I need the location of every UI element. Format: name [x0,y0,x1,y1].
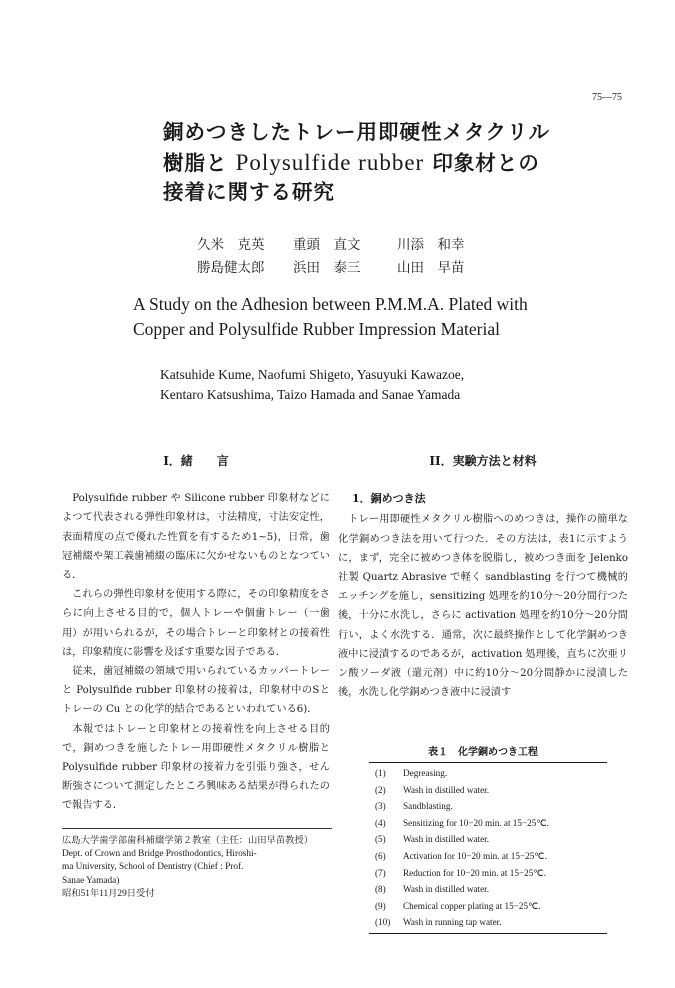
author-jp: 浜田 泰三 [293,260,361,276]
author-jp: 川添 和幸 [397,237,465,253]
table-row [369,914,607,931]
japanese-title-line-2 [163,148,603,179]
step-number: (1) [375,768,386,778]
author-jp: 勝島健太郎 [197,260,265,276]
paragraph: 従来，歯冠補綴の領域で用いられているカッパートレーと Polysulfide rubber 印象材の接着は，印象材中のSとトレーの Cu との化学的結合であるといわれている6)． [62,666,330,716]
paragraph: これらの弾性印象材を使用する際に，その印象精度をさらに向上させる目的で，個人トレーや個歯トレー（一歯用）が用いられるが，その場合トレーと印象材との接着性は，印象精度に影響を及ぼす重要な因子である． [62,589,330,658]
table-row [369,815,607,832]
step-number: (10) [375,917,391,928]
footnote-line: Sanae Yamada) [62,875,120,886]
step-text: Sensitizing for 10−20 min. at 15−25℃. [403,817,549,828]
table-row [369,848,607,865]
english-title-line-1: A Study on the Adhesion between P.M.M.A. Plated with [133,294,528,314]
section-heading-methods: II．実験方法と材料 [429,454,537,468]
footnote-line: 昭和51年11月29日受付 [62,888,155,899]
paragraph: 本報ではトレーと印象材との接着性を向上させる目的で，銅めつきを施したトレー用即硬性メタクリル樹脂と Polysulfide rubber 印象材の接着力を引張り強さ，せん断強さについて測定したところ興味ある結果が得られたので報告する． [62,723,330,812]
author-jp: 重頭 直文 [293,237,361,253]
japanese-authors-row-1 [197,234,497,257]
footnote-line: ma University, School of Dentistry (Chief : Prof. [62,862,244,873]
japanese-title [163,118,603,208]
english-authors-line-1: Katsuhide Kume, Naofumi Shigeto, Yasuyuki Kawazoe, [160,367,465,382]
author-jp: 山田 早苗 [397,260,465,276]
japanese-title-line-1: 銅めつきしたトレー用即硬性メタクリル [163,120,550,144]
step-number: (5) [375,834,386,845]
paragraph: トレー用即硬性メタクリル樹脂へのめつきは，操作の簡単な化学銅めつき法を用いて行つた．その方法は，表1に示すように，まず，完全に被めつき体を脱脂し，被めつき面を Jelenko 社製 Quartz Abrasive で軽く sandblasting を行つて機械的エッチングを施し，sensitizing 処理を約10分～20分間行つた後，十分に水洗し，さらに activation 処理を約10分～20分間行い，よく水洗する．通常，次に最終操作として化学銅めつき液中に浸漬するのであるが，activation 処理後，直ちに次亜リン酸ソーダ液（還元剤）中に約10分～20分間静かに浸漬した後，水洗し化学銅めつき液中に浸漬す [338,514,628,699]
japanese-title-line-2-post: 印象材との [424,150,540,175]
step-text: Activation for 10−20 min. at 15−25℃. [403,850,547,861]
japanese-title-line-2-pre: 樹脂と [163,150,236,175]
english-authors [160,365,540,405]
table-row [369,798,607,815]
english-authors-line-2: Kentaro Katsushima, Taizo Hamada and Sanae Yamada [160,387,461,402]
table-row [369,782,607,799]
japanese-title-line-3: 接着に関する研究 [163,180,335,204]
paragraph: Polysulfide rubber や Silicone rubber 印象材などによつて代表される弾性印象材は，寸法精度，寸法安定性，表面精度の点で優れた性質を有するため1~5)，日常，歯冠補綴や架工義歯補綴の臨床に欠かせないものとなつている． [62,493,330,582]
step-number: (6) [375,850,386,861]
left-column [62,452,330,816]
english-title-line-2: Copper and Polysulfide Rubber Impression Material [133,319,500,339]
step-number: (8) [375,884,386,895]
table-row [369,898,607,915]
step-number: (9) [375,900,386,911]
step-text: Wash in running tap water. [403,917,502,928]
table-caption: 表１ 化学銅めつき工程 [428,747,538,758]
affiliation-footnote [62,828,332,901]
plating-steps-table [369,762,607,934]
step-text: Wash in distilled water. [403,884,490,895]
table-row [369,831,607,848]
footnote-line: 広島大学歯学部歯科補綴学第２教室（主任：山田早苗教授） [62,836,314,846]
section-heading-introduction: I．緒 言 [163,454,229,468]
japanese-title-latin: Polysulfide rubber [235,149,425,175]
page-number: 75—75 [592,92,622,103]
japanese-authors-row-2 [197,257,497,280]
author-jp: 久米 克英 [197,237,265,253]
step-text: Reduction for 10−20 min. at 15−25℃. [403,867,546,878]
step-number: (4) [375,817,386,828]
table-row [369,765,607,782]
step-text: Wash in distilled water. [403,784,490,795]
table-row [369,865,607,882]
table-row [369,881,607,898]
step-text: Degreasing. [403,768,448,778]
step-text: Sandblasting. [403,801,453,812]
english-title [133,292,553,342]
footnote-line: Dept. of Crown and Bridge Prosthodontics, Hiroshi- [62,849,257,860]
step-number: (3) [375,801,386,812]
step-number: (7) [375,867,386,878]
step-number: (2) [375,784,386,795]
japanese-authors [197,234,497,280]
step-text: Wash in distilled water. [403,834,490,845]
right-column [338,452,628,702]
step-text: Chemical copper plating at 15−25℃. [403,900,541,911]
subsection-heading-plating: 1．銅めつき法 [352,492,426,506]
